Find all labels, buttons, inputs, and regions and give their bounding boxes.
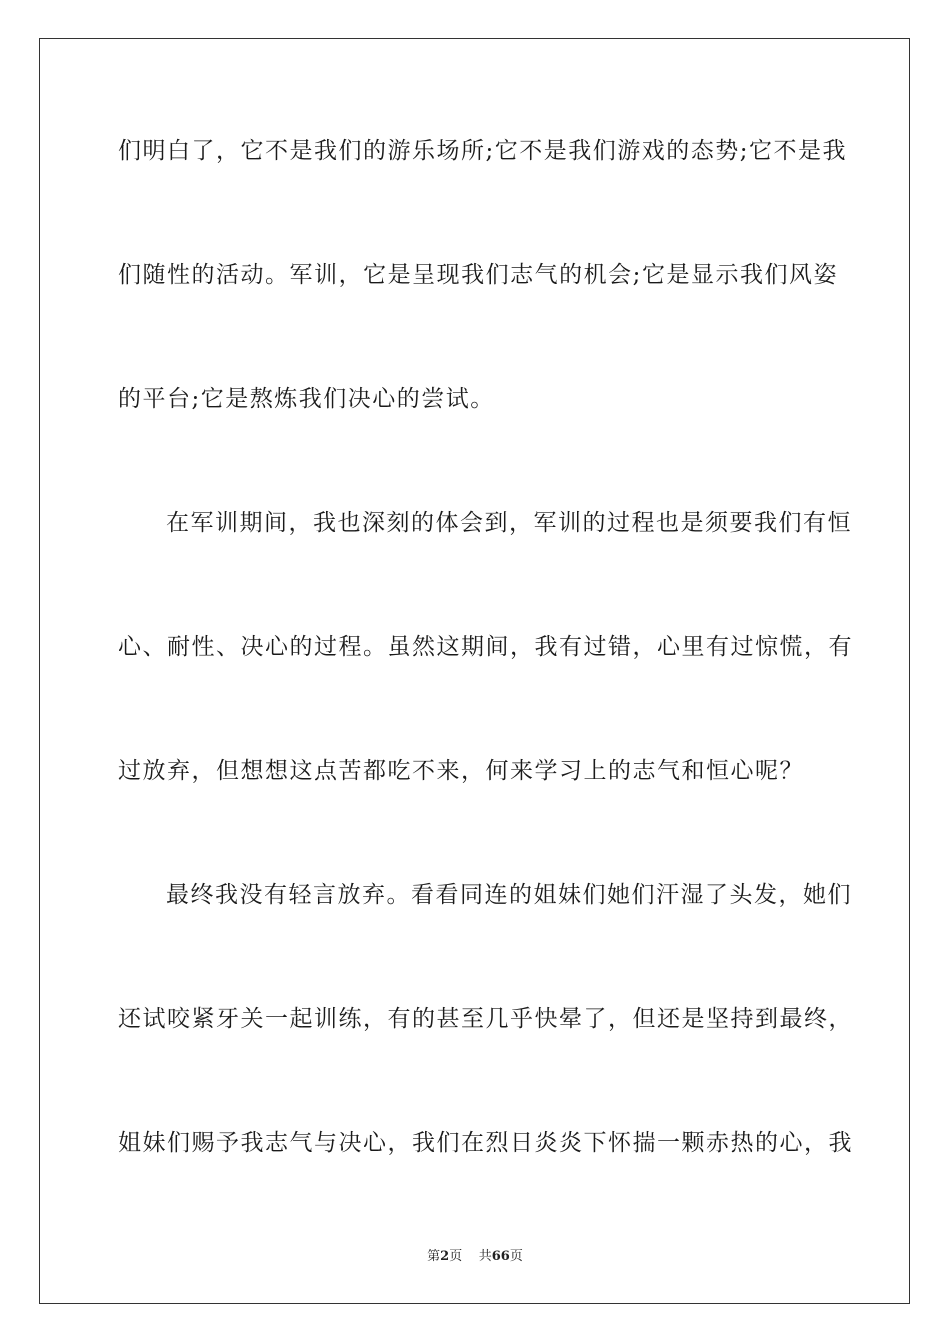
text-line-5: 心、耐性、决心的过程。虽然这期间，我有过错，心里有过惊慌，有: [118, 634, 853, 660]
page-label-prefix: 第: [427, 1249, 441, 1264]
page-border: [39, 38, 910, 1304]
text-line-1: 们明白了，它不是我们的游乐场所;它不是我们游戏的态势;它不是我: [118, 138, 847, 164]
page-number: 2: [440, 1249, 450, 1264]
text-line-7: 最终我没有轻言放弃。看看同连的姐妹们她们汗湿了头发，她们: [166, 882, 852, 908]
text-line-9: 姐妹们赐予我志气与决心，我们在烈日炎炎下怀揣一颗赤热的心，我: [118, 1130, 853, 1156]
total-label-suffix: 页: [509, 1249, 523, 1264]
total-pages: 66: [491, 1249, 510, 1264]
text-line-4: 在军训期间，我也深刻的体会到，军训的过程也是须要我们有恒: [166, 510, 852, 536]
page-footer: [0, 1248, 950, 1266]
text-line-6: 过放弃，但想想这点苦都吃不来，何来学习上的志气和恒心呢？: [118, 758, 804, 784]
text-line-2: 们随性的活动。军训，它是呈现我们志气的机会;它是显示我们风姿: [118, 262, 838, 288]
text-line-8: 还试咬紧牙关一起训练，有的甚至几乎快晕了，但还是坚持到最终，: [118, 1006, 853, 1032]
text-line-3: 的平台;它是熬炼我们决心的尝试。: [118, 386, 495, 412]
page-label-suffix: 页: [449, 1249, 463, 1264]
total-label-prefix: 共: [478, 1249, 492, 1264]
